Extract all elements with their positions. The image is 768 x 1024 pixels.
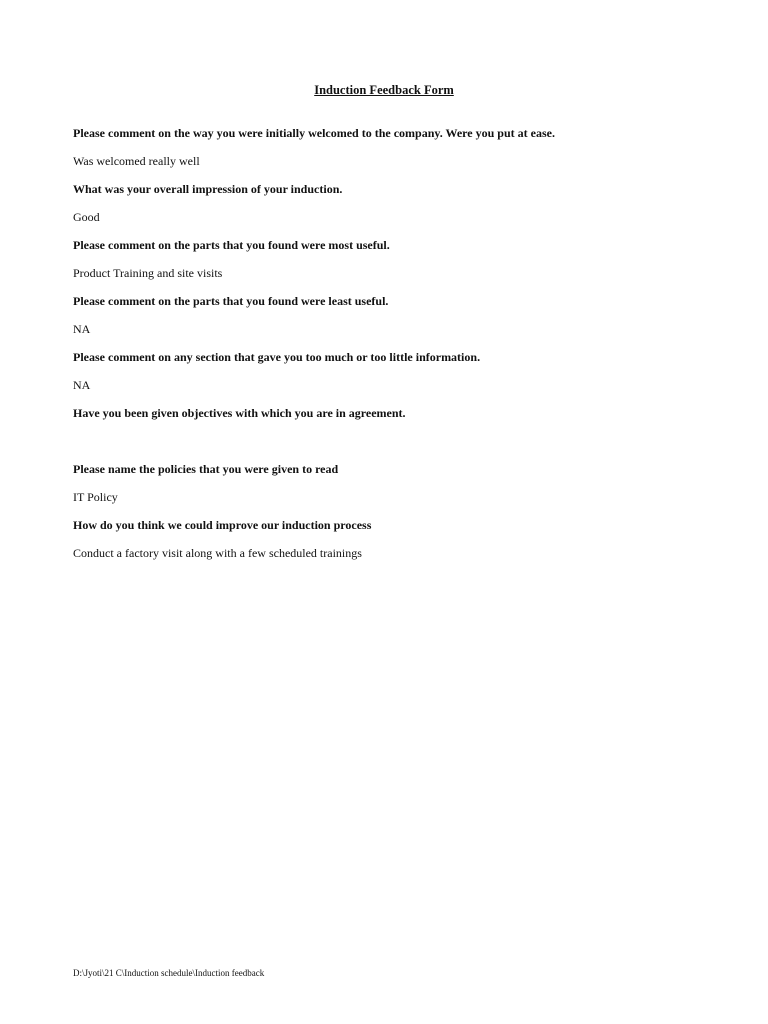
answer-3: Product Training and site visits	[73, 266, 223, 280]
answer-7: IT Policy	[73, 490, 118, 504]
question-2: What was your overall impression of your induction.	[73, 182, 343, 196]
form-title: Induction Feedback Form	[314, 83, 454, 97]
answer-4: NA	[73, 322, 91, 336]
footer-file-path: D:\Jyoti\21 C\Induction schedule\Induction feedback	[73, 968, 265, 978]
answer-6	[73, 433, 713, 461]
question-answer-list	[73, 125, 713, 573]
answer-5: NA	[73, 378, 91, 392]
answer-2: Good	[73, 210, 100, 224]
question-7: Please name the policies that you were given to read	[73, 462, 339, 476]
answer-8: Conduct a factory visit along with a few scheduled trainings	[73, 546, 362, 560]
question-1: Please comment on the way you were initially welcomed to the company. Were you put at ease.	[73, 126, 555, 140]
question-3: Please comment on the parts that you found were most useful.	[73, 238, 390, 252]
question-6: Have you been given objectives with which you are in agreement.	[73, 406, 406, 420]
question-4: Please comment on the parts that you found were least useful.	[73, 294, 389, 308]
question-5: Please comment on any section that gave you too much or too little information.	[73, 350, 481, 364]
answer-1: Was welcomed really well	[73, 154, 200, 168]
question-8: How do you think we could improve our induction process	[73, 518, 372, 532]
